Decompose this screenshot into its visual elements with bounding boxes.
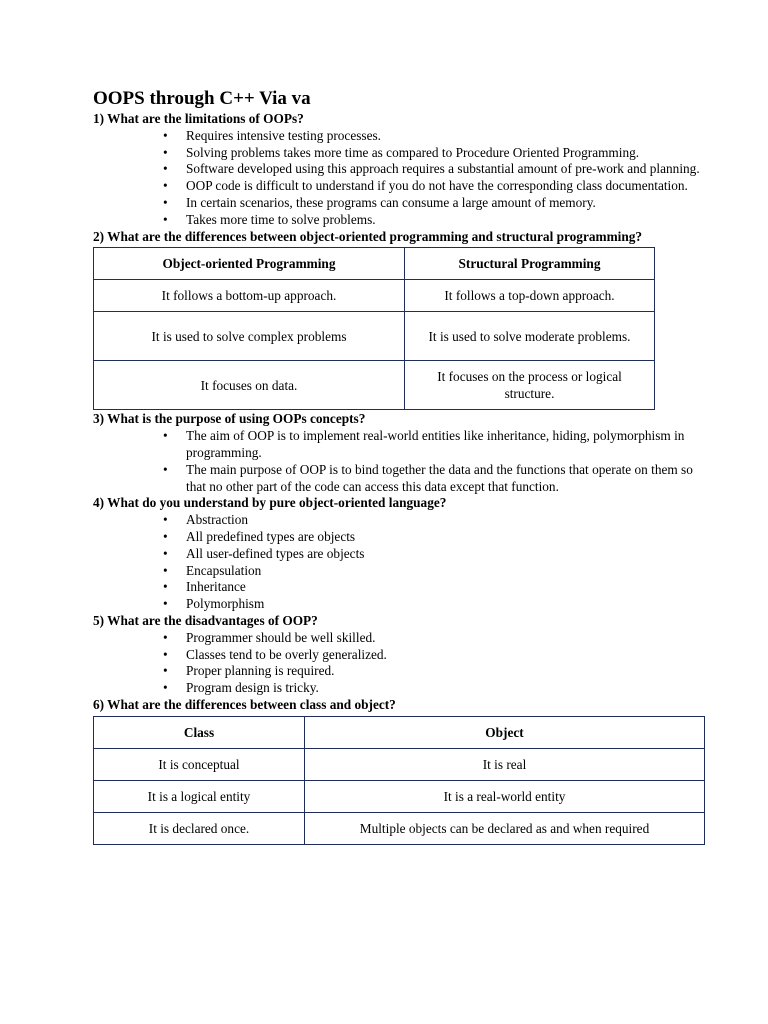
list-item: • Solving problems takes more time as compared to Procedure Oriented Programming. (186, 145, 713, 162)
list-item: • Software developed using this approach requires a substantial amount of pre-work and planning. (186, 161, 713, 178)
list-item: • Encapsulation (186, 563, 713, 580)
oop-vs-structural-table (93, 247, 655, 410)
question-3-heading: 3) What is the purpose of using OOPs concepts? (93, 411, 366, 427)
table-header-cell: Object-oriented Programming (94, 248, 405, 280)
table-row (94, 361, 655, 410)
table-header-cell: Structural Programming (405, 248, 655, 280)
table-cell: It is a real-world entity (305, 780, 705, 812)
question-1-heading: 1) What are the limitations of OOPs? (93, 111, 304, 126)
purpose-list (93, 428, 713, 495)
list-item: • All predefined types are objects (186, 529, 713, 546)
table-header-cell: Class (94, 716, 305, 748)
list-item: • Program design is tricky. (186, 680, 713, 697)
table-row (94, 780, 705, 812)
question-4-heading: 4) What do you understand by pure object-oriented language? (93, 495, 447, 511)
list-item: • All user-defined types are objects (186, 546, 713, 563)
table-row (94, 812, 705, 844)
list-item: • Takes more time to solve problems. (186, 212, 713, 229)
document-page (93, 87, 713, 846)
list-item: • In certain scenarios, these programs can consume a large amount of memory. (186, 195, 713, 212)
table-cell: It is used to solve complex problems (94, 312, 405, 361)
table-cell: It is used to solve moderate problems. (405, 312, 655, 361)
table-row (94, 280, 655, 312)
table-cell: It follows a top-down approach. (405, 280, 655, 312)
page-title: OOPS through C++ Via va (93, 88, 311, 109)
list-item: • Inheritance (186, 579, 713, 596)
list-item: • Requires intensive testing processes. (186, 128, 713, 145)
table-header-cell: Object (305, 716, 705, 748)
list-item: • Classes tend to be overly generalized. (186, 647, 713, 664)
question-5-heading: 5) What are the disadvantages of OOP? (93, 612, 318, 628)
disadvantages-list (93, 630, 713, 697)
table-cell: It is conceptual (94, 748, 305, 780)
list-item: • Proper planning is required. (186, 663, 713, 680)
list-item: • Programmer should be well skilled. (186, 630, 713, 647)
limitations-list (93, 128, 713, 229)
table-cell: Multiple objects can be declared as and when required (305, 812, 705, 844)
table-cell: It is declared once. (94, 812, 305, 844)
list-item: • OOP code is difficult to understand if you do not have the corresponding class documentation. (186, 178, 713, 195)
list-item: • Abstraction (186, 512, 713, 529)
table-cell: It focuses on the process or logical structure. (405, 361, 655, 410)
question-2-heading: 2) What are the differences between object-oriented programming and structural programming? (93, 228, 643, 244)
list-item: • The main purpose of OOP is to bind together the data and the functions that operate on them so that no other part of the code can access this data except that function. (186, 462, 713, 496)
pure-oop-list (93, 512, 713, 613)
list-item: • The aim of OOP is to implement real-world entities like inheritance, hiding, polymorphism in programming. (186, 428, 713, 462)
class-vs-object-table (93, 716, 705, 845)
table-row (94, 748, 705, 780)
question-6-heading: 6) What are the differences between class and object? (93, 696, 396, 712)
table-cell: It is real (305, 748, 705, 780)
table-cell: It follows a bottom-up approach. (94, 280, 405, 312)
table-row (94, 312, 655, 361)
table-header-row (94, 248, 655, 280)
table-header-row (94, 716, 705, 748)
table-cell: It focuses on data. (94, 361, 405, 410)
table-cell: It is a logical entity (94, 780, 305, 812)
list-item: • Polymorphism (186, 596, 713, 613)
